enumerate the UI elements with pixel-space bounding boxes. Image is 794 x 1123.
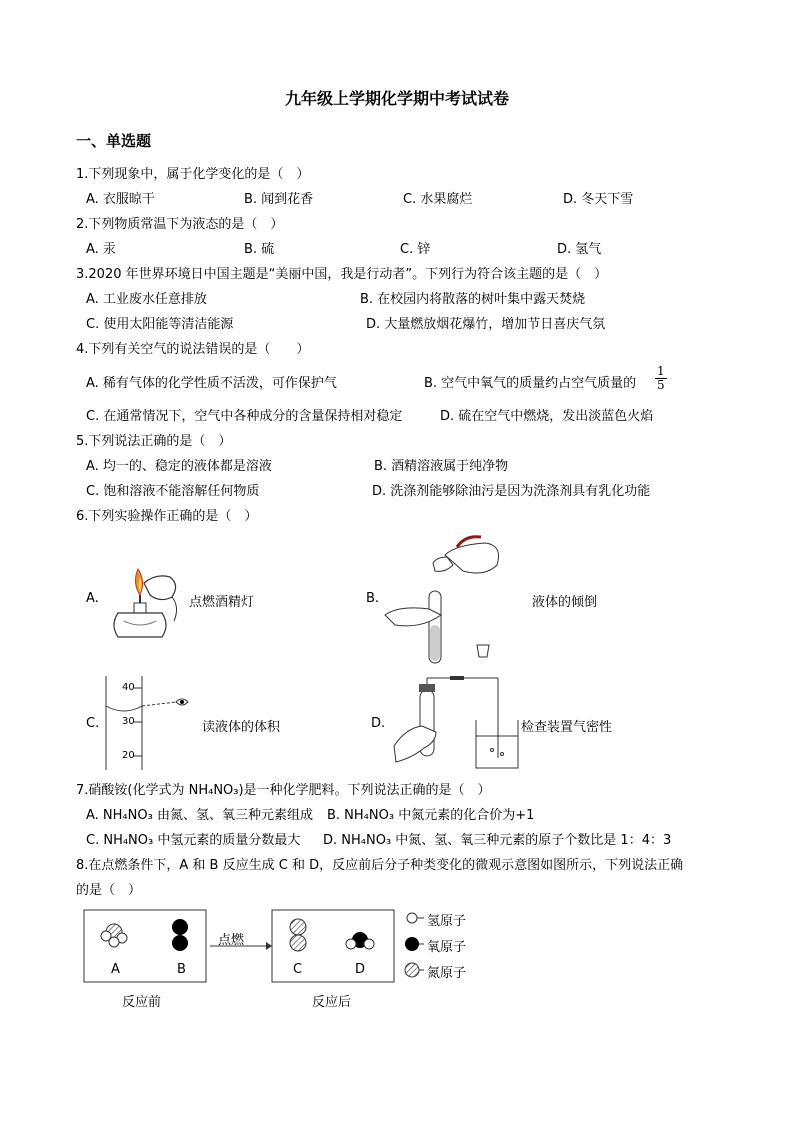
molecule-label-b: B [177,962,186,977]
scale-label-20: 20 [122,750,135,761]
q7-option-b: B. NH₄NO₃ 中氮元素的化合价为+1 [327,808,535,823]
question-7-stem: 7.硝酸铵(化学式为 NH₄NO₃)是一种化学肥料。下列说法正确的是（ ） [76,783,491,798]
q6-option-b-label: 液体的倾倒 [532,595,598,610]
legend-nitrogen: 氮原子 [427,966,467,981]
question-1-stem: 1.下列现象中，属于化学变化的是（ ） [76,167,310,182]
q6-option-a-label: 点燃酒精灯 [189,595,255,610]
question-4-stem: 4.下列有关空气的说法错误的是（ ） [76,342,310,357]
q6-option-c-letter: C. [86,716,100,731]
q5-option-d: D. 洗涤剂能够除油污是因为洗涤剂具有乳化功能 [372,484,651,499]
question-6-stem: 6.下列实验操作正确的是（ ） [76,509,258,524]
q2-option-b: B. 硫 [244,242,275,257]
q4-option-c: C. 在通常情况下，空气中各种成分的含量保持相对稳定 [86,409,403,424]
arrow-label: 点燃 [218,933,245,948]
q6-option-a-letter: A. [86,591,99,606]
alcohol-lamp-illustration [100,555,190,645]
question-5-stem: 5.下列说法正确的是（ ） [76,434,232,449]
q2-option-d: D. 氢气 [557,242,602,257]
q2-option-a: A. 汞 [86,242,116,257]
q3-option-a: A. 工业废水任意排放 [86,292,207,307]
page-title: 九年级上学期化学期中考试试卷 [284,89,509,108]
q5-option-c: C. 饱和溶液不能溶解任何物质 [86,484,260,499]
q7-option-c: C. NH₄NO₃ 中氢元素的质量分数最大 [86,833,301,848]
q3-option-b: B. 在校园内将散落的树叶集中露天焚烧 [360,292,586,307]
molecule-label-c: C [293,962,303,977]
graduated-cylinder-illustration [104,676,196,772]
legend-oxygen: 氧原子 [427,940,467,955]
legend-hydrogen: 氢原子 [427,914,467,929]
liquid-pouring-illustration [385,525,505,665]
q5-option-b: B. 酒精溶液属于纯净物 [374,459,509,474]
scale-label-40: 40 [122,682,135,693]
q3-option-c: C. 使用太阳能等清洁能源 [86,317,234,332]
molecule-label-d: D [355,962,366,977]
q3-option-d: D. 大量燃放烟花爆竹，增加节日喜庆气氛 [366,317,606,332]
q5-option-a: A. 均一的、稳定的液体都是溶液 [86,459,272,474]
q4-option-a: A. 稀有气体的化学性质不活泼，可作保护气 [86,376,337,391]
section-heading: 一、单选题 [76,132,152,150]
question-8-stem-line1: 8.在点燃条件下，A 和 B 反应生成 C 和 D，反应前后分子种类变化的微观示意图如图所示，下列说法正确 [76,858,684,873]
question-2-stem: 2.下列物质常温下为液态的是（ ） [76,217,284,232]
after-reaction-caption: 反应后 [312,995,352,1010]
q4-option-b: B. 空气中氧气的质量约占空气质量的 [424,376,637,391]
airtightness-check-illustration [392,676,522,772]
q6-option-b-letter: B. [366,591,380,606]
fraction-numerator: 1 [657,364,665,378]
q2-option-c: C. 锌 [400,242,431,257]
question-8-stem-line2: 的是（ ） [76,883,142,898]
q1-option-d: D. 冬天下雪 [563,192,634,207]
q4-option-d: D. 硫在空气中燃烧，发出淡蓝色火焰 [440,409,654,424]
question-3-stem: 3.2020 年世界环境日中国主题是“美丽中国，我是行动者”。下列行为符合该主题的是（ ） [76,267,608,282]
q1-option-a: A. 衣服晾干 [86,192,155,207]
q1-option-b: B. 闻到花香 [244,192,314,207]
q6-option-d-letter: D. [371,716,386,731]
q1-option-c: C. 水果腐烂 [403,192,473,207]
scale-label-30: 30 [122,716,135,727]
before-reaction-caption: 反应前 [122,995,162,1010]
q6-option-c-label: 读液体的体积 [202,720,281,735]
q7-option-d: D. NH₄NO₃ 中氮、氢、氧三种元素的原子个数比是 1：4：3 [323,833,672,848]
q7-option-a: A. NH₄NO₃ 由氮、氢、氧三种元素组成 [86,808,313,823]
molecule-label-a: A [111,962,120,977]
q6-option-d-label: 检查装置气密性 [521,720,613,735]
reaction-diagram [84,910,484,990]
fraction-denominator: 5 [657,378,665,392]
q4-fraction [655,365,667,392]
